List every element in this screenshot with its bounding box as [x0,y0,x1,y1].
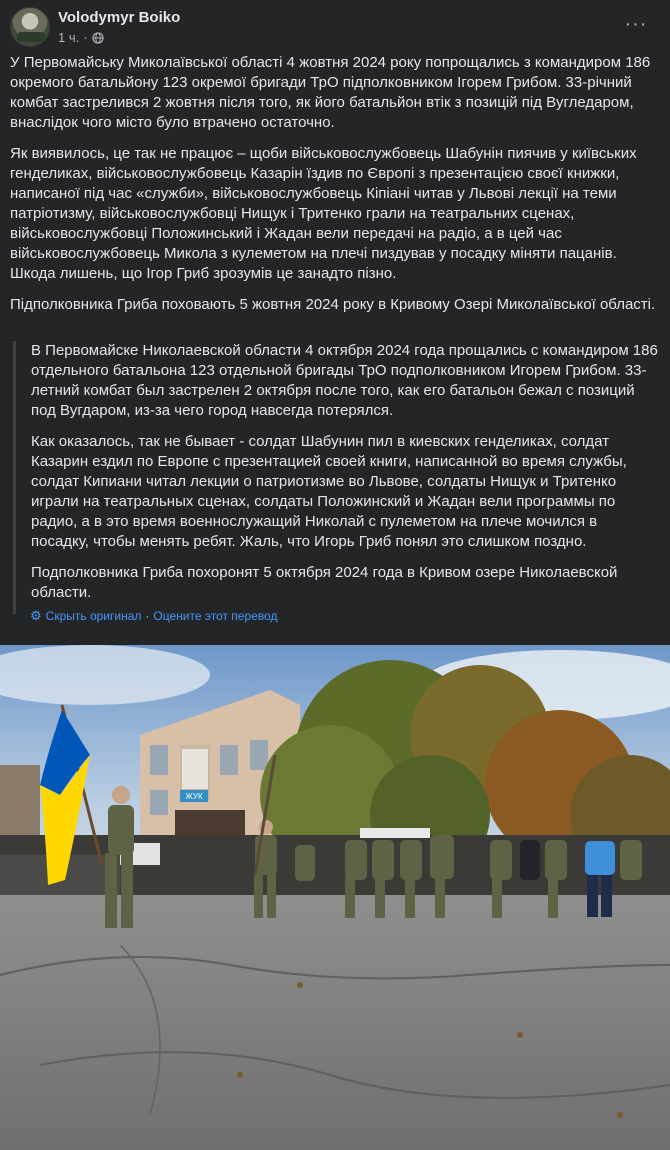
author-name[interactable]: Volodymyr Boiko [58,9,181,26]
post-paragraph: Як виявилось, це так не працює – щоби військовослужбовець Шабунін пиячив у київських генделиках, військовослужбовець Казарін їздив по Європі з презентацією своєї книжки, написаної під час «служби», військовослужбовець Кіпіані читав у Львові лекції на теми патріотизму, військовослужбовці Нищук і Тритенко грали на театральних сценах, військовослужбовці Положинський і Жадан вели передачі на радіо, а в цей час військовослужбовець Микола з кулеметом на плечі пиздував у посадку міняти пацанів. Шкода лишень, що Ігор Гриб зрозумів це занадто пізно. [10,145,637,282]
post-time[interactable]: 1 ч. [58,30,80,45]
translation-paragraph: Подполковника Гриба похоронят 5 октября 2024 года в Кривом озере Николаевской области. [31,564,618,601]
translation-paragraph: В Первомайске Николаевской области 4 октября 2024 года прощались с командиром 186 отдельного батальона 123 отдельной бригады ТрО подполковником Игорем Грибом. 33-летний комбат был застрелен 2 октября после того, как его батальон бежал с позиций под Вугдаром, из-за чего город навсегда потерялся. [31,342,658,419]
translation-block [13,341,658,614]
post-text [10,53,662,326]
avatar[interactable] [10,7,50,47]
post-header [0,0,670,50]
separator: · [145,609,150,623]
post-paragraph: Підполковника Гриба поховають 5 жовтня 2024 року в Кривому Озері Миколаївської області. [10,296,656,313]
translation-actions [30,608,277,624]
post-photo[interactable] [0,645,670,1150]
shop-sign: ЖУК [185,792,203,801]
funeral-procession-image [0,645,670,1150]
gear-icon: ⚙ [30,608,42,623]
more-options-button[interactable]: ··· [624,13,648,35]
rate-translation-link[interactable]: Оцените этот перевод [153,609,278,623]
translation-paragraph: Как оказалось, так не бывает - солдат Шабунин пил в киевских генделиках, солдат Казарин ездил по Европе с презентацией своей книги, написанной во время службы, солдат Кипиани читал лекции о патриотизме во Львове, солдаты Нищук и Тритенко играли на театральных сценах, солдаты Положинский и Жадан вели программы по радио, а в это время военнослужащий Николай с пулеметом на плече мочился в посадку, чтобы менять ребят. Жаль, что Игорь Гриб понял это слишком поздно. [31,433,627,550]
globe-icon [92,32,104,44]
post-paragraph: У Первомайську Миколаївської області 4 жовтня 2024 року попрощались з командиром 186 окремого батальйону 123 окремої бригади ТрО підполковником Ігорем Грибом. 33-річний комбат застрелився 2 жовтня після того, як його батальйон втік з позицій під Вугледаром, внаслідок чого місто було втрачено остаточно. [10,54,651,131]
hide-original-link[interactable]: Скрыть оригинал [45,609,142,623]
post-meta: 1 ч. · [58,30,104,45]
